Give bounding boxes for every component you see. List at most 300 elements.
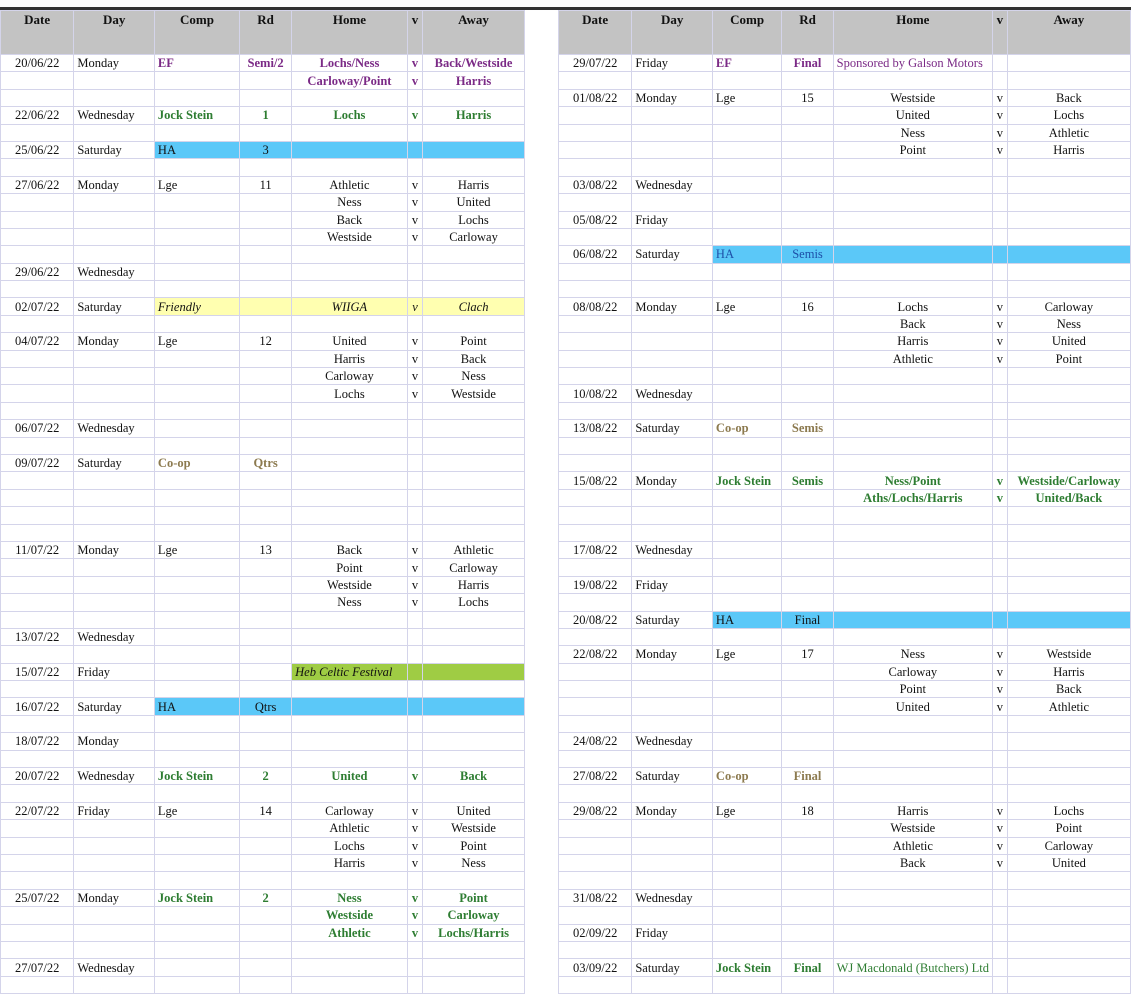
table-cell	[993, 941, 1008, 958]
table-cell	[712, 263, 781, 280]
table-cell	[632, 681, 713, 698]
column-gap	[524, 141, 558, 158]
table-cell: 25/06/22	[1, 141, 74, 158]
table-cell: 14	[240, 802, 292, 819]
table-cell	[559, 524, 632, 541]
table-cell	[1007, 611, 1130, 628]
table-cell: Ness	[833, 646, 992, 663]
table-cell	[559, 489, 632, 506]
table-cell: Lochs/Harris	[423, 924, 524, 941]
table-cell	[833, 872, 992, 889]
table-cell	[292, 507, 408, 524]
table-cell	[240, 628, 292, 645]
table-cell	[423, 611, 524, 628]
column-gap	[524, 55, 558, 72]
table-row	[1, 820, 1131, 837]
table-cell	[423, 507, 524, 524]
table-cell	[1007, 420, 1130, 437]
table-row	[1, 941, 1131, 958]
table-cell: Carloway	[833, 663, 992, 680]
table-cell: 22/07/22	[1, 802, 74, 819]
table-cell: v	[407, 211, 423, 228]
table-cell: Monday	[632, 89, 713, 106]
table-cell	[1, 750, 74, 767]
table-cell	[993, 402, 1008, 419]
table-cell	[712, 524, 781, 541]
table-cell: United	[833, 107, 992, 124]
table-cell: Final	[782, 55, 833, 72]
table-cell	[154, 368, 239, 385]
table-cell	[993, 281, 1008, 298]
table-cell	[1, 854, 74, 871]
table-cell	[423, 750, 524, 767]
table-cell: Back	[1007, 681, 1130, 698]
table-cell: WJ Macdonald (Butchers) Ltd	[833, 959, 992, 976]
table-cell: Harris	[833, 333, 992, 350]
table-cell	[782, 872, 833, 889]
table-cell: v	[407, 228, 423, 245]
table-cell	[240, 594, 292, 611]
table-cell: Athletic	[423, 541, 524, 558]
table-cell: v	[993, 472, 1008, 489]
table-cell	[833, 594, 992, 611]
table-row	[1, 907, 1131, 924]
table-row	[1, 507, 1131, 524]
table-row	[1, 315, 1131, 332]
column-gap	[524, 576, 558, 593]
table-cell	[154, 715, 239, 732]
table-cell: Co-op	[712, 420, 781, 437]
table-cell: 06/07/22	[1, 420, 74, 437]
table-cell	[1007, 194, 1130, 211]
table-cell	[240, 281, 292, 298]
table-cell: Jock Stein	[712, 472, 781, 489]
table-cell	[1007, 559, 1130, 576]
table-cell: v	[993, 681, 1008, 698]
column-gap	[524, 924, 558, 941]
table-cell	[712, 854, 781, 871]
table-cell: Harris	[423, 72, 524, 89]
table-cell	[632, 907, 713, 924]
table-cell: Wednesday	[74, 768, 155, 785]
table-cell	[632, 350, 713, 367]
table-cell	[1007, 159, 1130, 176]
table-row	[1, 333, 1131, 350]
table-cell	[423, 628, 524, 645]
table-cell	[833, 559, 992, 576]
table-cell	[833, 246, 992, 263]
table-cell	[154, 959, 239, 976]
table-cell: Monday	[632, 472, 713, 489]
column-gap	[524, 768, 558, 785]
table-cell: v	[993, 802, 1008, 819]
table-cell	[154, 402, 239, 419]
table-cell	[423, 315, 524, 332]
table-cell	[74, 837, 155, 854]
table-cell: Wednesday	[74, 263, 155, 280]
table-cell	[74, 489, 155, 506]
table-cell	[632, 524, 713, 541]
table-cell: Westside	[833, 820, 992, 837]
table-cell	[833, 733, 992, 750]
table-cell: Saturday	[632, 959, 713, 976]
table-cell: v	[407, 907, 423, 924]
table-cell	[782, 211, 833, 228]
table-cell: Aths/Lochs/Harris	[833, 489, 992, 506]
table-cell	[154, 281, 239, 298]
table-cell: Carloway	[1007, 837, 1130, 854]
table-cell: 03/09/22	[559, 959, 632, 976]
table-row	[1, 681, 1131, 698]
table-cell	[1, 837, 74, 854]
table-cell	[559, 976, 632, 993]
table-cell: Friday	[74, 802, 155, 819]
table-cell	[74, 402, 155, 419]
column-gap	[524, 820, 558, 837]
table-cell	[1, 715, 74, 732]
table-cell: Sponsored by Galson Motors	[833, 55, 992, 72]
header-row	[1, 11, 1131, 55]
table-cell: United	[833, 698, 992, 715]
table-cell	[782, 402, 833, 419]
table-cell: Point	[833, 681, 992, 698]
table-cell	[993, 750, 1008, 767]
table-cell	[74, 681, 155, 698]
table-row	[1, 802, 1131, 819]
table-cell	[292, 681, 408, 698]
table-cell	[423, 663, 524, 680]
table-cell: Back	[1007, 89, 1130, 106]
table-cell	[632, 785, 713, 802]
table-cell	[154, 89, 239, 106]
table-row	[1, 576, 1131, 593]
table-cell	[632, 194, 713, 211]
table-cell	[993, 194, 1008, 211]
table-cell	[154, 628, 239, 645]
table-cell	[154, 507, 239, 524]
table-cell	[712, 733, 781, 750]
table-cell	[154, 872, 239, 889]
table-cell	[292, 246, 408, 263]
table-cell	[559, 628, 632, 645]
table-cell: Final	[782, 611, 833, 628]
table-cell	[993, 437, 1008, 454]
table-cell	[1007, 628, 1130, 645]
table-cell: Monday	[632, 646, 713, 663]
table-cell	[782, 733, 833, 750]
table-cell: 19/08/22	[559, 576, 632, 593]
table-cell	[782, 907, 833, 924]
table-cell	[1007, 281, 1130, 298]
table-cell	[782, 350, 833, 367]
table-cell	[240, 211, 292, 228]
table-cell	[712, 541, 781, 558]
table-cell	[782, 541, 833, 558]
table-row	[1, 72, 1131, 89]
table-cell	[1007, 541, 1130, 558]
table-cell	[240, 350, 292, 367]
table-cell	[559, 194, 632, 211]
table-cell	[423, 263, 524, 280]
column-gap	[524, 281, 558, 298]
table-cell	[240, 576, 292, 593]
column-header: Home	[292, 11, 408, 55]
table-cell	[407, 976, 423, 993]
table-cell: Saturday	[632, 768, 713, 785]
table-cell	[407, 281, 423, 298]
table-cell: 29/08/22	[559, 802, 632, 819]
table-cell	[423, 472, 524, 489]
table-cell	[407, 663, 423, 680]
table-cell	[632, 663, 713, 680]
table-cell	[993, 715, 1008, 732]
table-cell: Saturday	[632, 420, 713, 437]
column-gap	[524, 559, 558, 576]
table-cell: Clach	[423, 298, 524, 315]
table-cell	[712, 141, 781, 158]
table-cell: Saturday	[74, 298, 155, 315]
table-cell	[712, 437, 781, 454]
table-cell	[833, 72, 992, 89]
table-cell	[1, 924, 74, 941]
table-cell	[407, 941, 423, 958]
table-cell	[712, 889, 781, 906]
table-cell	[782, 854, 833, 871]
table-cell	[240, 246, 292, 263]
table-cell: Athletic	[1007, 124, 1130, 141]
table-cell: v	[993, 124, 1008, 141]
table-cell	[782, 263, 833, 280]
table-cell	[712, 159, 781, 176]
table-cell	[632, 107, 713, 124]
table-cell	[632, 559, 713, 576]
table-cell	[74, 594, 155, 611]
table-cell	[407, 785, 423, 802]
column-header: Rd	[782, 11, 833, 55]
table-cell	[74, 576, 155, 593]
table-cell: Westside/Carloway	[1007, 472, 1130, 489]
table-cell: Friendly	[154, 298, 239, 315]
table-cell	[1, 507, 74, 524]
table-cell	[833, 507, 992, 524]
table-cell	[712, 907, 781, 924]
table-cell: Co-op	[712, 768, 781, 785]
table-cell	[782, 941, 833, 958]
table-row	[1, 959, 1131, 976]
table-cell	[712, 489, 781, 506]
table-cell	[1007, 924, 1130, 941]
column-gap	[524, 228, 558, 245]
table-cell: Lochs	[292, 107, 408, 124]
table-cell	[154, 750, 239, 767]
table-cell: Monday	[74, 176, 155, 193]
table-cell	[154, 594, 239, 611]
table-cell	[423, 420, 524, 437]
table-cell	[632, 124, 713, 141]
table-cell: v	[407, 837, 423, 854]
table-cell	[407, 159, 423, 176]
table-cell	[154, 559, 239, 576]
table-row	[1, 298, 1131, 315]
table-cell: 2	[240, 889, 292, 906]
table-cell	[559, 281, 632, 298]
column-gap	[524, 368, 558, 385]
table-cell: 31/08/22	[559, 889, 632, 906]
table-cell: v	[407, 107, 423, 124]
table-cell: Harris	[292, 854, 408, 871]
table-cell	[993, 785, 1008, 802]
table-cell	[423, 159, 524, 176]
table-cell	[993, 176, 1008, 193]
table-row	[1, 872, 1131, 889]
table-row	[1, 698, 1131, 715]
table-cell: Harris	[1007, 141, 1130, 158]
table-cell: United	[292, 333, 408, 350]
table-cell: Back	[423, 350, 524, 367]
table-cell	[782, 837, 833, 854]
table-row	[1, 402, 1131, 419]
table-cell	[632, 402, 713, 419]
table-cell	[833, 924, 992, 941]
table-cell: 24/08/22	[559, 733, 632, 750]
table-cell	[833, 576, 992, 593]
table-cell	[1, 402, 74, 419]
column-gap	[524, 298, 558, 315]
table-cell	[1, 211, 74, 228]
table-cell: v	[407, 594, 423, 611]
table-cell	[782, 594, 833, 611]
table-cell: Saturday	[632, 611, 713, 628]
table-cell	[1007, 246, 1130, 263]
table-cell	[154, 854, 239, 871]
table-cell: Monday	[74, 55, 155, 72]
table-cell	[632, 941, 713, 958]
table-cell	[1, 646, 74, 663]
table-cell: 02/07/22	[1, 298, 74, 315]
table-cell	[559, 681, 632, 698]
table-cell	[292, 628, 408, 645]
table-cell: 02/09/22	[559, 924, 632, 941]
table-cell	[1, 89, 74, 106]
column-gap	[524, 11, 558, 55]
table-cell	[407, 489, 423, 506]
table-cell	[292, 281, 408, 298]
table-cell: Lge	[712, 646, 781, 663]
table-cell: v	[993, 298, 1008, 315]
column-gap	[524, 698, 558, 715]
table-cell	[1, 472, 74, 489]
table-cell	[712, 663, 781, 680]
table-cell	[782, 437, 833, 454]
table-cell	[632, 715, 713, 732]
table-cell: Ness	[833, 124, 992, 141]
table-cell	[782, 820, 833, 837]
table-cell	[74, 194, 155, 211]
table-cell: Wednesday	[74, 420, 155, 437]
column-gap	[524, 124, 558, 141]
table-cell	[559, 820, 632, 837]
table-cell: Carloway	[292, 802, 408, 819]
column-header: Rd	[240, 11, 292, 55]
table-cell	[559, 402, 632, 419]
table-cell: 17/08/22	[559, 541, 632, 558]
table-cell: Harris	[1007, 663, 1130, 680]
table-row	[1, 646, 1131, 663]
table-cell	[632, 976, 713, 993]
table-cell	[559, 941, 632, 958]
table-cell	[74, 72, 155, 89]
table-cell	[407, 315, 423, 332]
table-row	[1, 176, 1131, 193]
table-cell	[423, 124, 524, 141]
column-gap	[524, 107, 558, 124]
table-cell: Carloway	[1007, 298, 1130, 315]
table-cell	[240, 715, 292, 732]
table-cell: 18/07/22	[1, 733, 74, 750]
table-cell	[782, 559, 833, 576]
table-cell	[1007, 55, 1130, 72]
column-header: Date	[1, 11, 74, 55]
table-cell	[240, 750, 292, 767]
table-row	[1, 263, 1131, 280]
table-cell: Harris	[423, 576, 524, 593]
table-row	[1, 594, 1131, 611]
table-row	[1, 785, 1131, 802]
table-cell	[240, 159, 292, 176]
table-cell	[407, 472, 423, 489]
column-gap	[524, 315, 558, 332]
column-gap	[524, 663, 558, 680]
table-cell: Wednesday	[632, 733, 713, 750]
table-cell	[712, 924, 781, 941]
table-cell	[240, 420, 292, 437]
table-cell	[240, 854, 292, 871]
table-cell	[1007, 263, 1130, 280]
table-cell	[833, 194, 992, 211]
table-cell: v	[407, 176, 423, 193]
table-cell	[423, 941, 524, 958]
table-cell: United	[423, 802, 524, 819]
table-cell	[782, 368, 833, 385]
table-cell: v	[407, 820, 423, 837]
table-cell	[74, 785, 155, 802]
table-cell	[559, 872, 632, 889]
table-cell	[407, 611, 423, 628]
table-cell: Carloway	[423, 228, 524, 245]
table-cell	[74, 559, 155, 576]
table-cell: Wednesday	[632, 541, 713, 558]
table-cell: Athletic	[833, 837, 992, 854]
table-cell	[292, 646, 408, 663]
table-cell: Lochs	[292, 385, 408, 402]
table-cell	[559, 107, 632, 124]
table-cell: Ness	[292, 889, 408, 906]
table-cell: United	[292, 768, 408, 785]
table-cell	[154, 194, 239, 211]
table-row	[1, 489, 1131, 506]
table-cell	[559, 663, 632, 680]
table-cell: Point	[423, 889, 524, 906]
table-cell: United	[1007, 333, 1130, 350]
table-cell: Point	[1007, 820, 1130, 837]
table-cell: HA	[154, 141, 239, 158]
table-cell	[154, 941, 239, 958]
table-row	[1, 976, 1131, 993]
table-cell	[782, 315, 833, 332]
table-cell	[632, 698, 713, 715]
table-cell	[154, 576, 239, 593]
table-cell	[74, 976, 155, 993]
